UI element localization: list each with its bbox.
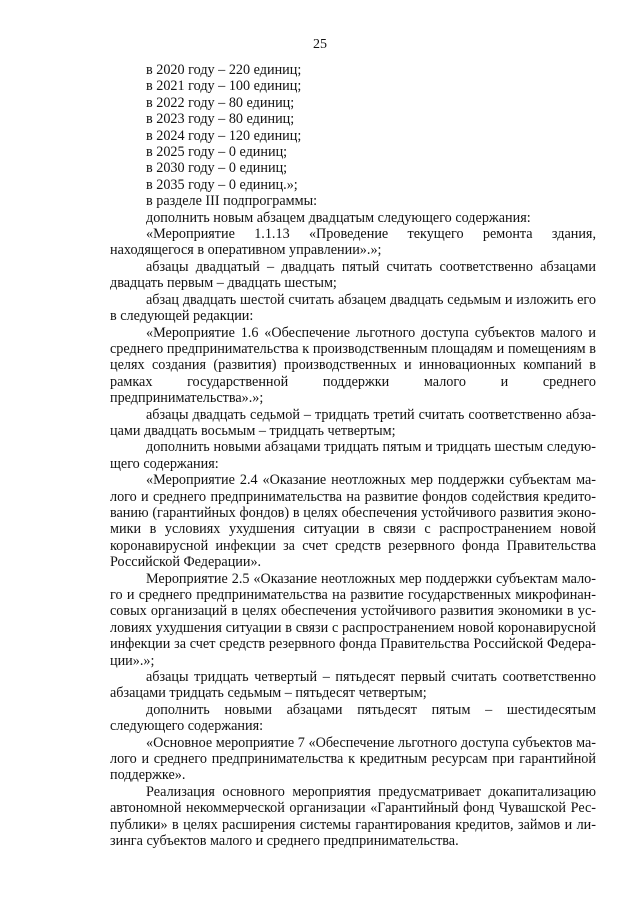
- paragraph: Мероприятие 2.5 «Оказание неотложных мер поддержки субъектам малого и среднего предпринимательства на развитие государственных микрофинансовых организаций в целях обеспечения устойчивого развития экономики в условиях ухудшения ситуации в связи с распространением новой коронавирусной инфекции за счет средств резервного фонда Правительства Российской Федерации».»;: [110, 570, 596, 669]
- paragraph: абзацы двадцатый – двадцать пятый считать соответственно абзацами двадцать первым – двадцать шестым;: [110, 258, 596, 292]
- document-body: [110, 62, 596, 850]
- list-line: в 2023 году – 80 единиц;: [146, 111, 295, 128]
- paragraph: «Основное мероприятие 7 «Обеспечение льготного доступа субъектов малого и среднего предпринимательства к кредитным ресурсам при гарантийной поддержке».: [110, 734, 596, 784]
- paragraph: дополнить новыми абзацами тридцать пятым и тридцать шестым следующего содержания:: [110, 439, 596, 472]
- list-line: в 2025 году – 0 единиц;: [146, 144, 288, 161]
- paragraph: абзацы тридцать четвертый – пятьдесят первый считать соответственно абзацами тридцать седьмым – пятьдесят четвертым;: [110, 669, 596, 702]
- list-line: в 2024 году – 120 единиц;: [146, 127, 302, 144]
- page-number: 25: [313, 37, 327, 52]
- paragraph: «Мероприятие 1.1.13 «Проведение текущего ремонта здания, находящегося в оперативном управлении».»;: [110, 226, 596, 259]
- section-intro-line: в разделе III подпрограммы:: [146, 193, 318, 210]
- paragraph: абзац двадцать шестой считать абзацем двадцать седьмым и изложить его в следующей редакции:: [110, 291, 596, 325]
- list-line: в 2030 году – 0 единиц;: [146, 160, 288, 177]
- paragraph: абзацы двадцать седьмой – тридцать третий считать соответственно абзацами двадцать восьмым – тридцать четвертым;: [110, 406, 596, 439]
- list-line: в 2035 году – 0 единиц.»;: [146, 176, 298, 193]
- list-line: в 2021 году – 100 единиц;: [146, 78, 302, 95]
- list-line: в 2020 году – 220 единиц;: [146, 62, 302, 78]
- paragraph: дополнить новыми абзацами пятьдесят пятым – шестидесятым следующего содержания:: [110, 701, 596, 735]
- list-line: в 2022 году – 80 единиц;: [146, 94, 295, 111]
- instruction-line: дополнить новым абзацем двадцатым следующего содержания:: [146, 209, 531, 226]
- paragraph: «Мероприятие 1.6 «Обеспечение льготного доступа субъектов малого и среднего предпринимательства к производственным площадям и помещениям в целях создания (развития) производственных и инновационных компаний в рамках государственной поддержки малого и среднего предпринимательства».»;: [110, 324, 596, 407]
- paragraph: «Мероприятие 2.4 «Оказание неотложных мер поддержки субъектам малого и среднего предпринимательства на развитие фондов содействия кредитованию (гарантийных фондов) в целях обеспечения устойчивого развития экономики в условиях ухудшения ситуации в связи с распространением новой коронавирусной инфекции за счет средств резервного фонда Правительства Российской Федерации».: [110, 472, 596, 571]
- paragraph: Реализация основного мероприятия предусматривает докапитализацию автономной некоммерческой организации «Гарантийный фонд Чувашской Республики» в целях расширения системы гарантирования кредитов, займов и лизинга субъектов малого и среднего предпринимательства.: [110, 783, 596, 850]
